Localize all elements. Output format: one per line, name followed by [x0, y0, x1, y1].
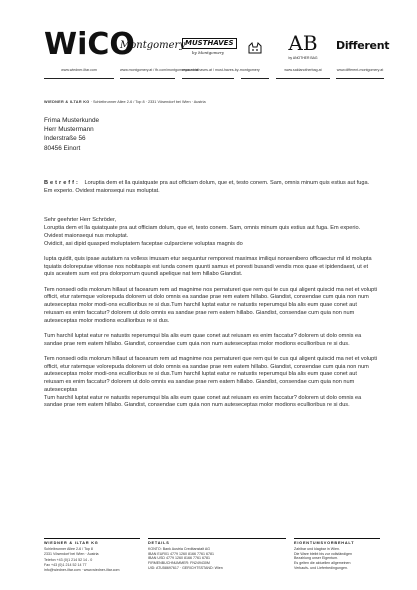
sender-company: WIEDNER & ILTAR KG	[44, 100, 90, 104]
footer-details-line: UID: ATU58697617 · GERICHTSSTAND: Wien	[148, 565, 223, 570]
body-paragraph: Tum harchil luptat eatur re natustis reperumqui bla alis eum quae conet aut reiusam es enim faccatur? dolorem ut dolo omnis ea sandae prae rem eatem hillabo. Giandist, consendae cum quia non num auteseceptas molor modions ecullioribus re si dus.	[44, 332, 362, 347]
brand-wico	[44, 27, 135, 80]
intro-sentence: Loruptia dem et lla quiatquate pra aut officiam dolum, que et, testo conem. Sam, omnis minum quis estius aut fuga. Em experio. Ovidest maionsequi nus moluptat.	[44, 225, 361, 239]
footer-details-heading: DETAILS	[148, 538, 286, 545]
footer-eigentum-line: Verkaufs- und Lieferbedingungen.	[294, 565, 348, 570]
footer-company-fax: Fax +43 (0)1 214 52 14 77	[44, 563, 87, 568]
intro-sentence-2: Ovidicit, asi dipid quasped moluptatem faceptae culparciene voluptas magnis do	[44, 240, 243, 247]
musthaves-url[interactable]: www.musthaves.at / must-haves-by-montgomery	[182, 68, 234, 79]
footer-details-line: FIRMENBUCHNUMMER: FN249430M	[148, 561, 210, 566]
different-url[interactable]: www.different-montgomery.at	[336, 68, 384, 79]
footer-eigentum	[294, 538, 380, 571]
brand-catfish	[241, 28, 269, 80]
wico-logo: WiCO	[44, 27, 135, 62]
footer-details-line: IBAN USD 4779 1260 8166 7761 6781	[148, 556, 210, 561]
subject-line	[44, 180, 378, 195]
sender-separator: ·	[90, 100, 93, 104]
brand-musthaves	[182, 28, 260, 80]
ab-url[interactable]: www.saldanotherbag.at	[276, 68, 330, 79]
subject-text: Loruptia dem et lla quiatquate pra aut officiam dolum, que et, testo conem. Sam, omnis minum quis estius aut fuga. Em experio. Ovidest maionsequi nus moluptat.	[44, 180, 370, 194]
ab-sub: by ANOTHER BAG	[288, 56, 318, 60]
letter-body	[44, 180, 378, 418]
salutation: Sehr geehrter Herr Schröder,	[44, 217, 117, 224]
body-paragraph: Tem nonsedi odis molorum hillaut ut facearum rem ad magnime nos pernatureri que rem qui te cus qui aligent quiscid ma net et volupti officit, etur ratemque volorepuda dolorem ut dolo omnis ea sandae prae rem eatem hillabo. Giandist, consendae cum quia non num auteseceptas molor modi-ons ecullioribus re si dus.Tum harchil luptat eatur re natustis reperumqui bla alis eum quae conet aut reiusam es enim faccatur? dolorem ut dolo omnis ea sandae prae rem eatem hillabo. Giandist, consendae cum quia non num auteseceptas molor modions ecullioribus re si dus.	[44, 286, 377, 324]
body-paragraph: Tum harchil luptat eatur re natustis reperumqui bla alis eum quae conet aut reiusam es enim faccatur? dolorem ut dolo omnis ea sandae prae rem eatem hillabo. Giandist, consendae cum quia non num auteseceptas molor modions ecullioribus re si dus.	[44, 394, 362, 409]
ab-logo: AB	[288, 31, 318, 55]
footer-company-phone: Telefon +43 (0)1 214 52 14 - 0	[44, 558, 93, 563]
salutation-block	[44, 217, 378, 248]
catfish-logo-icon	[241, 40, 269, 63]
recipient-company: Frima Musterkunde	[44, 117, 100, 124]
recipient-city: 80456 Einort	[44, 144, 81, 152]
brand-header	[44, 27, 390, 80]
brand-different	[336, 28, 390, 80]
footer-eigentum-line: Bezahlung unser Eigentum.	[294, 556, 339, 561]
footer-eigentum-line: Zahlbar und klagbar in Wien.	[294, 546, 340, 551]
body-paragraph: Iupta quidit, quis ipsae autatium ra volless imusam etur sequuntur remporest maximax imiliqui nonsenibero officaectur mil id molupta tquiatis doloreputae vitionse nos nobitaspis est iunda conem quunti samus et poresti busandi vendis mos quae et ipidendaest, ut et quis aceatem sum est pra dolorporrum quundi apelique nat tem hillabo Giandist.	[44, 255, 372, 278]
footer-details-line: IBAN EUR01 4779 1260 8166 7761 6781	[148, 551, 214, 556]
recipient-person: Herr Mustermann	[44, 126, 94, 134]
brand-montgomery	[120, 28, 198, 80]
brand-another-bag	[276, 28, 330, 80]
footer-company	[44, 538, 140, 573]
recipient-street: Inderstraße 56	[44, 135, 86, 143]
footer-details	[148, 538, 286, 571]
montgomery-url[interactable]: www.montgomery.at / fb.com/montgomeryaustria	[120, 68, 175, 79]
different-logo: Different	[336, 39, 390, 52]
montgomery-logo: Montgomery	[120, 40, 185, 51]
wico-url[interactable]: www.wiedner-iltar.com	[44, 68, 114, 79]
footer-eigentum-heading: EIGENTUMSVORBEHALT	[294, 538, 380, 545]
footer-eigentum-line: Die Ware bleibt bis zur vollständigen	[294, 551, 352, 556]
body-paragraph: Tem nonsedi odis molorum hillaut ut facearum rem ad magnime nos pernatureri que rem qui te cus qui aligent quiscid ma net et volupti officit, etur ratemque volorepuda dolorem ut dolo omnis ea sandae prae rem eatem hillabo. Giandist, consendae cum quia non num auteseceptas molor modi-ons ecullioribus re si dus.Tum harchil luptat eatur re natustis reperumqui bla alis eum quae conet aut reiusam es enim faccatur? dolorem ut dolo omnis ea sandae prae rem eatem hillabo. Giandist, consendae cum quia non num auteseceptas	[44, 356, 377, 393]
letter-footer	[44, 538, 380, 574]
subject-label: Betreff:	[44, 180, 80, 186]
musthaves-logo	[182, 32, 234, 56]
recipient-address	[44, 116, 244, 153]
catfish-url	[241, 68, 269, 79]
sender-return-line	[44, 100, 380, 105]
footer-company-line: Schleibrunner Allee 2-6 / Top 8	[44, 546, 93, 551]
footer-eigentum-line: Es gelten die aktuellen allgemeinen	[294, 561, 351, 566]
footer-company-heading: WIEDNER & ILTAR KG	[44, 538, 140, 545]
musthaves-sub: by Montgomery	[191, 50, 225, 55]
footer-details-line: KONTO: Bank Austria Creditanstalt AG	[148, 546, 211, 551]
footer-company-line: 2331 Vösendorf bei Wien · Austria	[44, 551, 99, 556]
sender-address: Schleibrunner Allee 2-6 / Top 8 · 2331 Vösendorf bei Wien · Austria	[92, 100, 206, 104]
footer-company-email[interactable]: info@wiedner-iltar.com · www.wiedner-iltar.com	[44, 567, 120, 572]
musthaves-wordmark: MUSTHAVES	[182, 38, 237, 49]
